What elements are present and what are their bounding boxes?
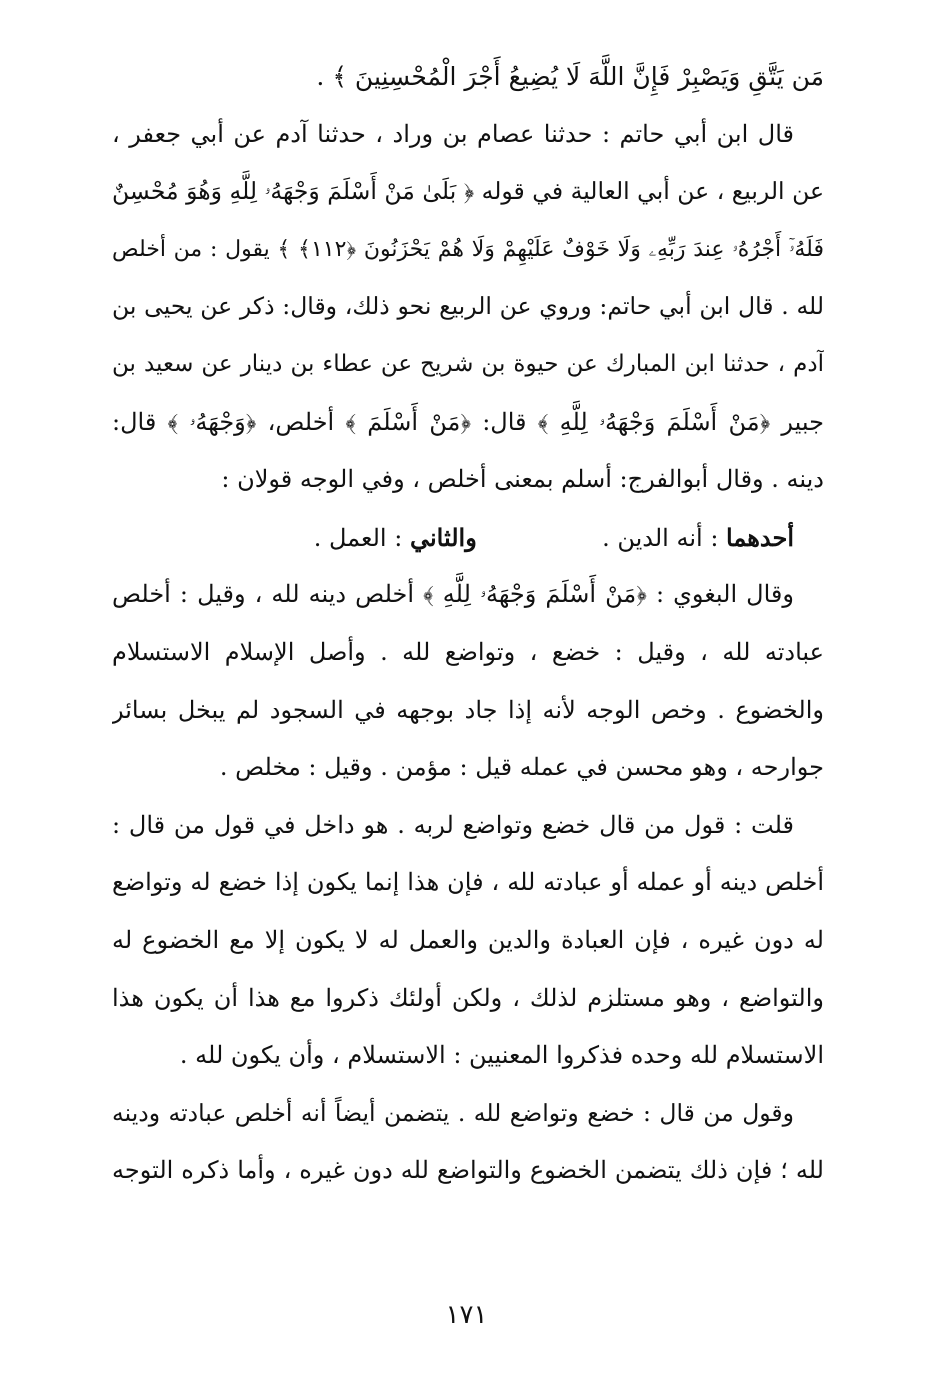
second-opinion-label: والثاني	[409, 522, 477, 552]
text-line: جوارحه ، وهو محسن في عمله قيل : مؤمن . وقيل : مخلص .	[219, 753, 824, 782]
text-line: آدم ، حدثنا ابن المبارك عن حيوة بن شريح عن عطاء بن دينار عن سعيد بن	[112, 350, 824, 377]
text-line: والتواضع ، وهو مستلزم لذلك ، ولكن أولئك ذكروا مع هذا أن يكون هذا	[112, 983, 824, 1012]
text-line: الاستسلام لله وحده فذكروا المعنيين : الاستسلام ، وأن يكون لله .	[179, 1041, 824, 1070]
text-line: له دون غيره ، فإن العبادة والدين والعمل له لا يكون إلا مع الخضوع له	[112, 925, 824, 954]
text-line: عبادته لله ، وقيل : خضع ، وتواضع لله . وأصل الإسلام الاستسلام	[112, 637, 824, 666]
page-body	[112, 48, 824, 1288]
text-line: لله . قال ابن أبي حاتم: وروي عن الربيع نحو ذلك، وقال: ذكر عن يحيى بن	[112, 292, 824, 321]
text-line: وقول من قال : خضع وتواضع لله . يتضمن أيضاً أنه أخلص عبادته ودينه	[112, 1098, 794, 1127]
first-opinion-text: : أنه الدين .	[602, 523, 719, 552]
text-line: أخلص دينه أو عمله أو عبادته لله ، فإن هذا إنما يكون إذا خضع له وتواضع	[112, 868, 824, 897]
text-line: مَن يَتَّقِ وَيَصْبِرْ فَإِنَّ اللَّهَ لَا يُضِيعُ أَجْرَ الْمُحْسِنِينَ ﴾ .	[316, 62, 824, 91]
text-line: جبير ﴿مَنْ أَسْلَمَ وَجْهَهُۥ لِلَّهِ ﴾ قال: ﴿مَنْ أَسْلَمَ ﴾ أخلص، ﴿وَجْهَهُۥ ﴾ قال:	[112, 407, 824, 436]
text-line: قلت : قول من قال خضع وتواضع لربه . هو داخل في قول من قال :	[112, 810, 794, 839]
text-line: لله ؛ فإن ذلك يتضمن الخضوع والتواضع لله دون غيره ، وأما ذكره التوجه	[112, 1156, 824, 1185]
first-opinion-label: أحدهما	[726, 522, 794, 552]
second-opinion-text: : العمل .	[313, 523, 403, 552]
text-line: قال ابن أبي حاتم : حدثنا عصام بن وراد ، حدثنا آدم عن أبي جعفر ،	[112, 119, 794, 148]
page-number: ١٧١	[445, 1300, 488, 1330]
text-line: وقال البغوي : ﴿مَنْ أَسْلَمَ وَجْهَهُۥ لِلَّهِ ﴾ أخلص دينه لله ، وقيل : أخلص	[112, 580, 794, 609]
text-line: دينه . وقال أبوالفرج: أسلم بمعنى أخلص ، وفي الوجه قولان :	[221, 465, 824, 494]
text-line: والخضوع . وخص الوجه لأنه إذا جاد بوجهه في السجود لم يبخل بسائر	[112, 695, 824, 724]
two-opinions-line	[112, 509, 824, 567]
text-line: فَلَهُۥٓ أَجْرُهُۥ عِندَ رَبِّهِۦ وَلَا خَوْفٌ عَلَيْهِمْ وَلَا هُمْ يَحْزَنُونَ ﴿١١٢﴾ ﴾ يقول : من أخلص	[112, 236, 824, 262]
text-line: عن الربيع ، عن أبي العالية في قوله ﴿ بَلَىٰ مَنْ أَسْلَمَ وَجْهَهُۥ لِلَّهِ وَهُوَ مُحْسِنٌ	[112, 177, 824, 206]
